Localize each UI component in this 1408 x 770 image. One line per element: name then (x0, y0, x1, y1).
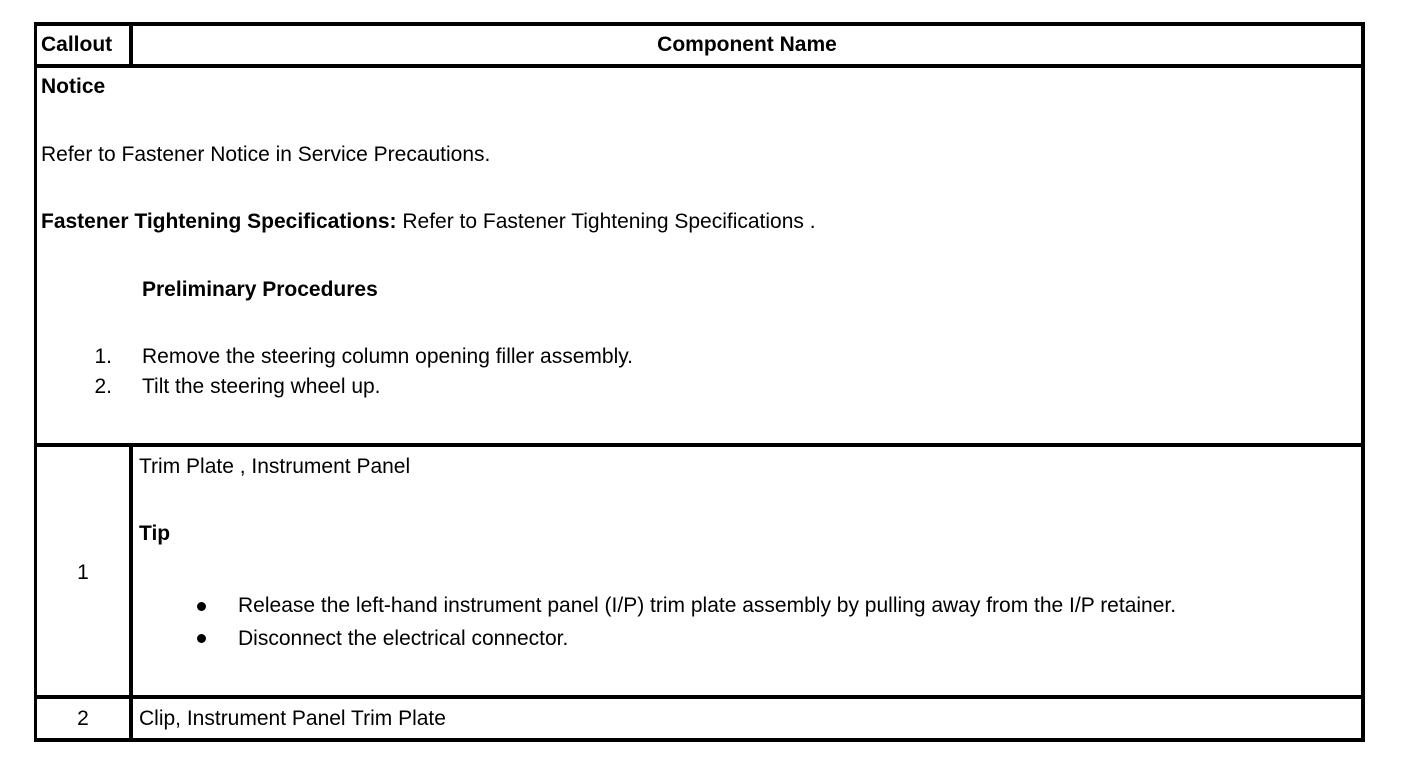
table-right-border (1361, 22, 1365, 742)
row2-component-name: Clip, Instrument Panel Trim Plate (139, 707, 446, 730)
preliminary-procedures-title: Preliminary Procedures (142, 278, 378, 301)
step-text: Tilt the steering wheel up. (142, 375, 381, 398)
row1-tip-title: Tip (139, 522, 171, 545)
table-top-border (34, 22, 1365, 26)
table-left-border (34, 22, 37, 742)
fastener-spec-line (41, 210, 816, 234)
row2-callout: 2 (77, 707, 89, 730)
component-table (34, 22, 1365, 742)
table-bottom-border (34, 738, 1365, 742)
step-number: 1. (94, 345, 112, 368)
step-number: 2. (94, 375, 112, 398)
bullet-icon (197, 634, 206, 643)
fastener-spec-text: Refer to Fastener Tightening Specifications . (396, 210, 816, 233)
callout-column-header: Callout (41, 33, 113, 56)
header-bottom-border (34, 64, 1365, 68)
bullet-icon (197, 602, 206, 611)
tip-bullet-text: Disconnect the electrical connector. (238, 627, 569, 650)
row1-component-name: Trim Plate , Instrument Panel (139, 455, 411, 478)
step-text: Remove the steering column opening filler assembly. (142, 345, 634, 368)
row1-callout: 1 (77, 561, 89, 584)
tip-bullet-text: Release the left-hand instrument panel (I/P) trim plate assembly by pulling away from the I/P retainer. (238, 594, 1177, 617)
body-column-divider (129, 443, 133, 742)
fastener-spec-label: Fastener Tightening Specifications: (41, 210, 397, 233)
notice-bottom-border (34, 443, 1365, 447)
component-name-column-header: Component Name (657, 33, 837, 56)
row1-bottom-border (34, 695, 1365, 699)
notice-text: Refer to Fastener Notice in Service Precautions. (41, 143, 491, 166)
notice-title: Notice (41, 75, 106, 98)
